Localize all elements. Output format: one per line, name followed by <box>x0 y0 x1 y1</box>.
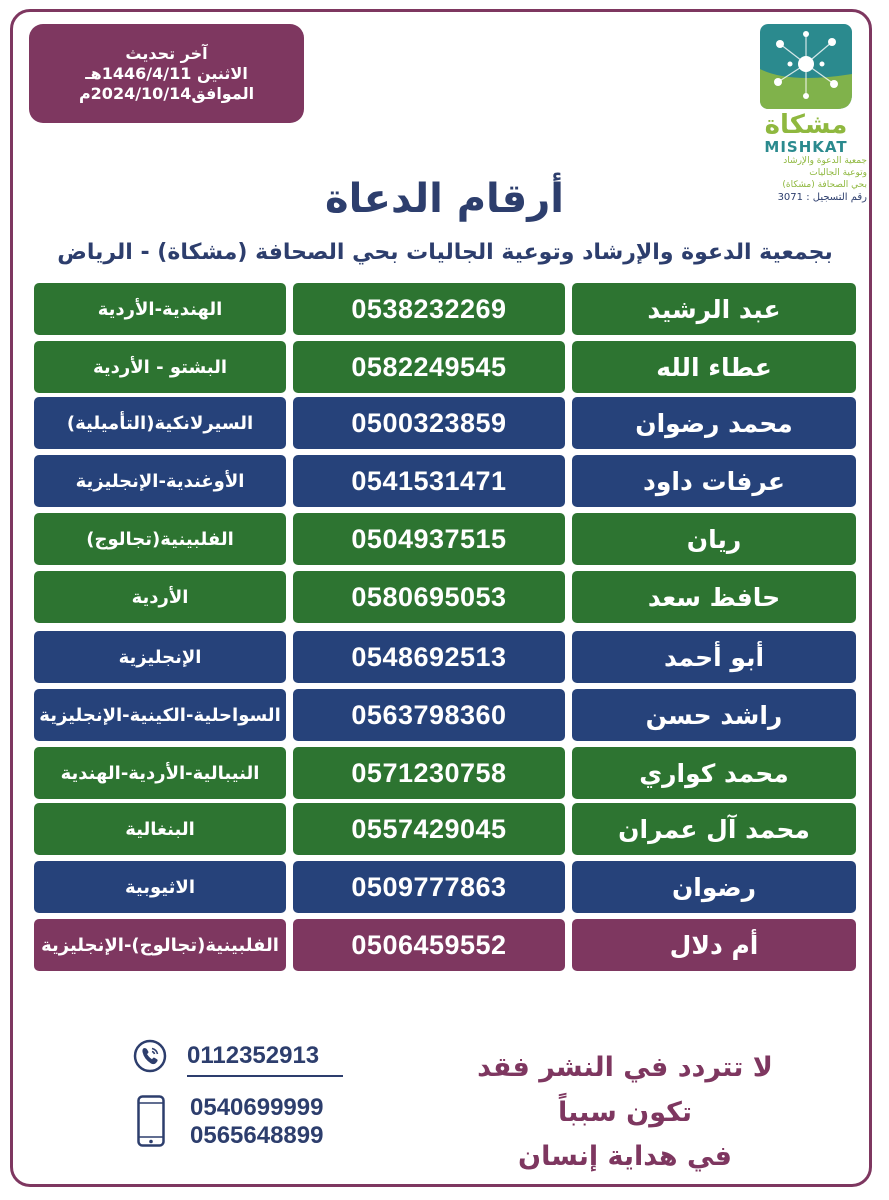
preacher-name: رضوان <box>572 861 856 913</box>
preacher-languages: الأردية <box>34 571 286 623</box>
preacher-phone: 0580695053 <box>293 571 565 623</box>
slogan-line-2: في هداية إنسان <box>518 1141 732 1173</box>
logo-latin-name: MISHKAT <box>764 137 848 156</box>
landline-number: 0112352913 <box>187 1042 320 1069</box>
preacher-name: محمد رضوان <box>572 397 856 449</box>
preacher-phone: 0571230758 <box>293 747 565 799</box>
preacher-row <box>34 803 856 855</box>
mobile-number-2: 0565648899 <box>190 1122 324 1149</box>
preacher-row <box>34 397 856 449</box>
preacher-languages: الأوغندية-الإنجليزية <box>34 455 286 507</box>
org-line-1: جمعية الدعوة والإرشاد <box>783 156 867 166</box>
preacher-phone: 0509777863 <box>293 861 565 913</box>
org-line-2: وتوعية الجاليات <box>809 168 867 179</box>
preacher-name: عبد الرشيد <box>572 283 856 335</box>
preacher-row <box>34 571 856 623</box>
preacher-name: محمد آل عمران <box>572 803 856 855</box>
preacher-phone: 0504937515 <box>293 513 565 565</box>
preacher-name: ريان <box>572 513 856 565</box>
update-label: آخر تحديث <box>125 43 208 63</box>
page-title: أرقام الدعاة <box>325 176 564 222</box>
preacher-row <box>34 513 856 565</box>
org-line-3: بحي الصحافة (مشكاة) <box>782 180 867 191</box>
preacher-phone: 0557429045 <box>293 803 565 855</box>
preacher-phone: 0582249545 <box>293 341 565 393</box>
preacher-row <box>34 861 856 913</box>
preacher-languages: السيرلانكية(التأميلية) <box>34 397 286 449</box>
preacher-name: محمد كواري <box>572 747 856 799</box>
preacher-phone: 0563798360 <box>293 689 565 741</box>
preacher-phone: 0500323859 <box>293 397 565 449</box>
update-hijri-date: الاثنين 1446/4/11هـ <box>85 63 248 83</box>
preacher-row <box>34 283 856 335</box>
preacher-languages: الفلبينية(تجالوج)-الإنجليزية <box>34 919 286 971</box>
preacher-phone: 0541531471 <box>293 455 565 507</box>
preacher-row <box>34 455 856 507</box>
preacher-row <box>34 341 856 393</box>
preacher-languages: البنغالية <box>34 803 286 855</box>
preacher-name: راشد حسن <box>572 689 856 741</box>
preacher-phone: 0506459552 <box>293 919 565 971</box>
footer-slogan <box>455 1046 795 1180</box>
logo-mark-icon <box>760 24 852 109</box>
mobile-phone-icon <box>137 1095 165 1147</box>
preacher-languages: الإنجليزية <box>34 631 286 683</box>
preacher-languages: النيبالية-الأردية-الهندية <box>34 747 286 799</box>
page-subtitle: بجمعية الدعوة والإرشاد وتوعية الجاليات بحي الصحافة (مشكاة) - الرياض <box>57 240 833 265</box>
slogan-line-1: لا تتردد في النشر فقد تكون سبباً <box>477 1052 773 1128</box>
preacher-row <box>34 919 856 971</box>
preacher-name: أبو أحمد <box>572 631 856 683</box>
preacher-row <box>34 631 856 683</box>
preacher-name: أم دلال <box>572 919 856 971</box>
preacher-languages: البشتو - الأردية <box>34 341 286 393</box>
registration-number: رقم التسجيل : 3071 <box>777 192 867 204</box>
preacher-languages: السواحلية-الكينية-الإنجليزية <box>34 689 286 741</box>
logo-arabic-name: مشكاة <box>764 110 848 140</box>
last-update-box <box>29 24 304 123</box>
mobile-number-1: 0540699999 <box>190 1094 324 1121</box>
preacher-languages: الفلبينية(تجالوج) <box>34 513 286 565</box>
update-gregorian-date: الموافق2024/10/14م <box>78 83 255 103</box>
preacher-row <box>34 747 856 799</box>
preacher-name: عرفات داود <box>572 455 856 507</box>
mishkat-logo <box>756 24 856 155</box>
preacher-name: حافظ سعد <box>572 571 856 623</box>
preacher-languages: الهندية-الأردية <box>34 283 286 335</box>
preacher-row <box>34 689 856 741</box>
preacher-name: عطاء الله <box>572 341 856 393</box>
preacher-phone: 0548692513 <box>293 631 565 683</box>
preacher-phone: 0538232269 <box>293 283 565 335</box>
landline-divider <box>187 1075 343 1077</box>
preacher-languages: الاثيوبية <box>34 861 286 913</box>
phone-call-icon <box>133 1039 167 1073</box>
